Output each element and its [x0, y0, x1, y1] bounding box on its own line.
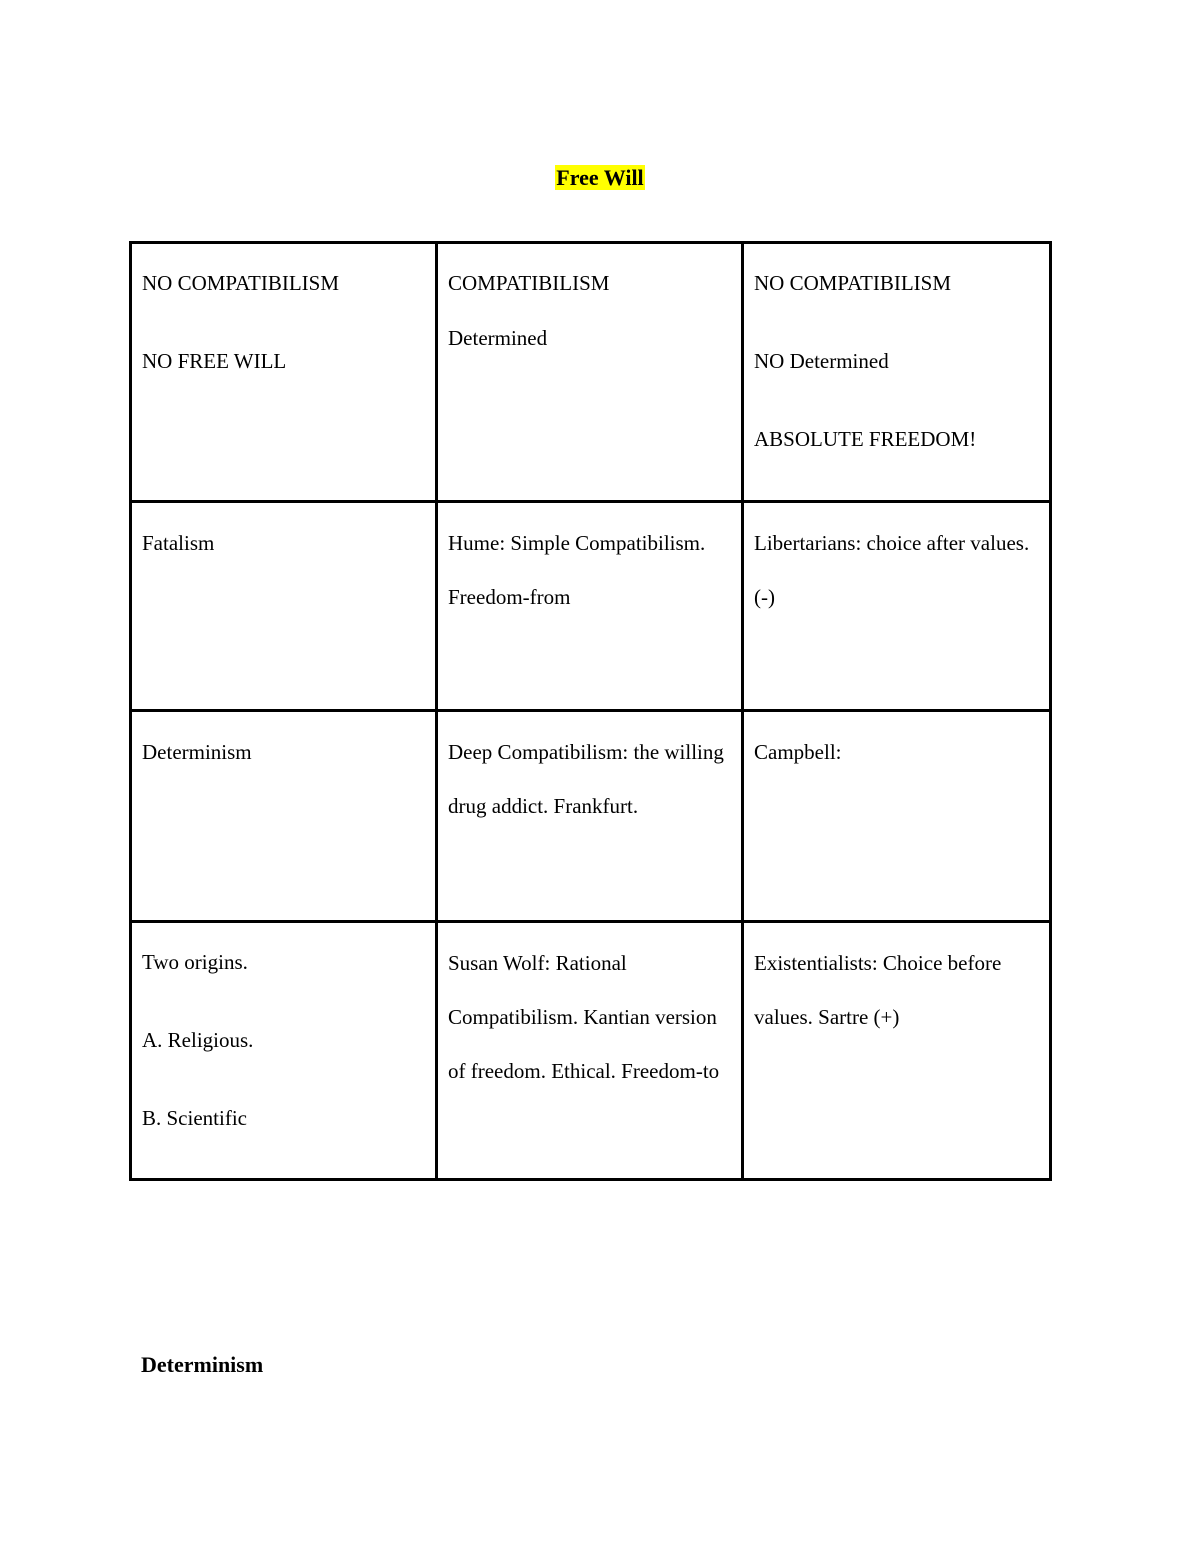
table-cell [743, 711, 1051, 922]
cell-text: Fatalism [142, 531, 215, 555]
cell-line: NO COMPATIBILISM [142, 271, 340, 295]
cell-line: NO COMPATIBILISM [754, 271, 952, 295]
cell-line: Two origins. [142, 950, 248, 974]
table-row [131, 502, 1051, 711]
table-cell [437, 243, 743, 502]
table-cell [437, 502, 743, 711]
cell-line: NO Determined [754, 349, 889, 373]
cell-line: B. Scientific [142, 1106, 247, 1130]
table-cell [437, 922, 743, 1180]
table-row [131, 243, 1051, 502]
cell-text: Hume: Simple Compatibilism. Freedom-from [448, 531, 706, 609]
table-cell [131, 922, 437, 1180]
table-cell [743, 922, 1051, 1180]
section-heading: Determinism [141, 1352, 264, 1377]
table-cell [743, 502, 1051, 711]
cell-line: ABSOLUTE FREEDOM! [754, 427, 977, 451]
cell-line: A. Religious. [142, 1028, 254, 1052]
table-row [131, 711, 1051, 922]
title-wrap [0, 163, 1200, 193]
cell-text: Campbell: [754, 740, 842, 764]
free-will-table [129, 241, 1052, 1181]
table-cell [131, 502, 437, 711]
table-cell [437, 711, 743, 922]
cell-text: Libertarians: choice after values. (-) [754, 531, 1030, 609]
cell-text: Existentialists: Choice before values. Sartre (+) [754, 951, 1002, 1029]
table-cell [131, 243, 437, 502]
cell-text: Determinism [142, 740, 252, 764]
cell-text: Susan Wolf: Rational Compatibilism. Kantian version of freedom. Ethical. Freedom-to [448, 951, 720, 1083]
cell-line: COMPATIBILISM [448, 271, 610, 295]
cell-text: Deep Compatibilism: the willing drug addict. Frankfurt. [448, 740, 724, 818]
table-cell [131, 711, 437, 922]
cell-line: NO FREE WILL [142, 349, 287, 373]
table-row [131, 922, 1051, 1180]
table-cell [743, 243, 1051, 502]
document-title: Free Will [556, 165, 644, 190]
cell-line: Determined [448, 326, 548, 350]
